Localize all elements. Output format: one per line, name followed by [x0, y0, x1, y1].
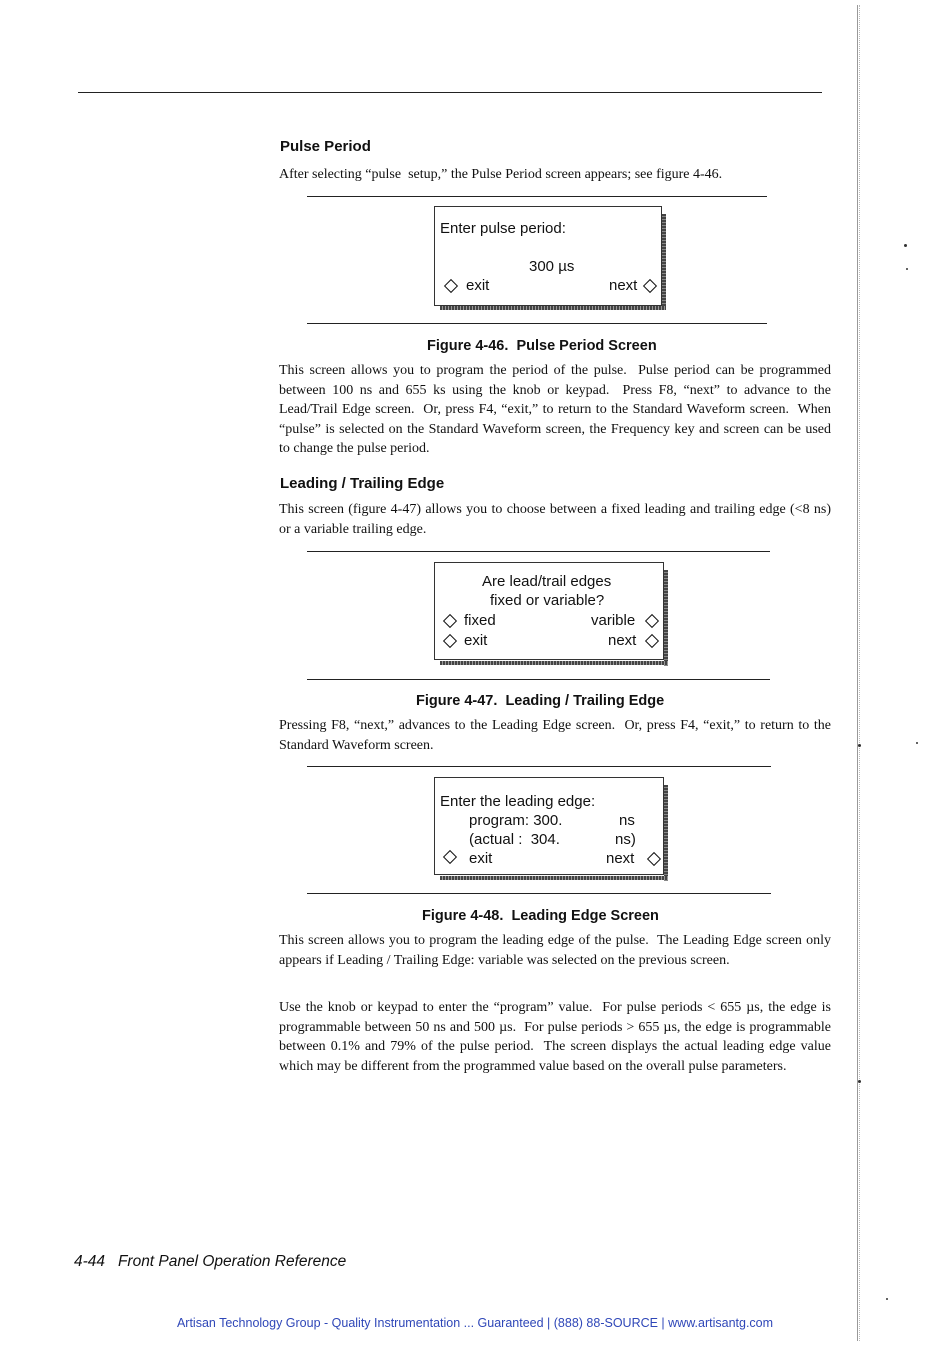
- figure-rule-bottom: [307, 679, 770, 680]
- top-rule: [78, 92, 822, 93]
- figure-caption-4-46: Figure 4-46. Pulse Period Screen: [427, 338, 657, 354]
- pulse-period-body: This screen allows you to program the period of the pulse. Pulse period can be programmed between 100 ns and 655 ks using the knob or keypad. Press F8, “next” to advance to the Lead/Trail Edge screen. Or, press F4, “exit,” to return to the Standard Waveform screen. When “pulse” is selected on the Standard Waveform screen, the Frequency key and screen can be used to change the pulse period.: [279, 363, 831, 456]
- leading-edge-body-1: This screen allows you to program the leading edge of the pulse. The Leading Edge screen only appears if Leading / Trailing Edge: variable was selected on the previous screen.: [279, 933, 831, 968]
- lcd-next-softkey: next: [608, 632, 637, 649]
- figure-caption-4-48: Figure 4-48. Leading Edge Screen: [422, 908, 659, 924]
- scan-speck: [886, 1298, 888, 1300]
- lcd-fixed-softkey: fixed: [464, 612, 496, 629]
- scan-speck: [916, 742, 918, 744]
- lcd-shadow: [664, 785, 668, 881]
- leading-edge-lcd-screen: [434, 777, 664, 875]
- lcd-next-softkey: next: [609, 277, 638, 294]
- lcd-shadow: [662, 214, 666, 310]
- lcd-actual-value: (actual : 304.: [469, 831, 560, 848]
- softkey-diamond-icon: [443, 634, 457, 648]
- lcd-shadow: [664, 570, 668, 666]
- lead-trail-intro: This screen (figure 4-47) allows you to choose between a fixed leading and trailing edge (<8 ns) or a variable trailing edge.: [279, 502, 831, 537]
- vendor-banner: Artisan Technology Group - Quality Instrumentation ... Guaranteed | (888) 88-SOURCE | www.artisantg.com: [176, 1316, 774, 1330]
- scan-speck: [906, 268, 908, 270]
- page-footer-label: 4-44 Front Panel Operation Reference: [74, 1253, 347, 1270]
- figure-rule-bottom: [307, 323, 767, 324]
- scan-speck: [858, 744, 861, 747]
- softkey-diamond-icon: [643, 279, 657, 293]
- softkey-diamond-icon: [443, 850, 457, 864]
- lcd-shadow: [440, 876, 668, 880]
- lcd-question-line1: Are lead/trail edges: [482, 573, 612, 590]
- lcd-shadow: [440, 306, 666, 310]
- figure-rule-top: [307, 196, 767, 197]
- lcd-exit-softkey: exit: [464, 632, 488, 649]
- section-heading-pulse-period: Pulse Period: [280, 138, 371, 155]
- scan-speck: [904, 244, 907, 247]
- section-heading-lead-trail: Leading / Trailing Edge: [280, 475, 445, 492]
- pulse-period-intro: After selecting “pulse setup,” the Pulse Period screen appears; see figure 4-46.: [279, 167, 723, 182]
- scan-speck: [858, 1080, 861, 1083]
- lcd-exit-softkey: exit: [466, 277, 490, 294]
- pulse-period-lcd-screen: [434, 206, 662, 306]
- page-edge-line: [857, 5, 858, 1341]
- figure-rule-top: [307, 766, 771, 767]
- lcd-shadow: [440, 661, 668, 665]
- softkey-diamond-icon: [443, 614, 457, 628]
- lcd-prompt: Enter pulse period:: [440, 220, 566, 237]
- softkey-diamond-icon: [645, 634, 659, 648]
- lcd-exit-softkey: exit: [469, 850, 493, 867]
- softkey-diamond-icon: [444, 279, 458, 293]
- lcd-program-value: program: 300.: [469, 812, 563, 829]
- lead-trail-body: Pressing F8, “next,” advances to the Leading Edge screen. Or, press F4, “exit,” to return to the Standard Waveform screen.: [279, 718, 831, 753]
- page-edge-line-dotted: [859, 5, 860, 1341]
- lcd-prompt: Enter the leading edge:: [440, 793, 596, 810]
- leading-edge-body-2: Use the knob or keypad to enter the “program” value. For pulse periods < 655 µs, the edge is programmable between 50 ns and 500 µs. For pulse periods > 655 µs, the edge is programmable between 0.1% and 79% of the pulse period. The screen displays the actual leading edge value which may be different from the programmed value based on the overall pulse parameters.: [279, 1000, 831, 1074]
- figure-caption-4-47: Figure 4-47. Leading / Trailing Edge: [416, 693, 665, 709]
- lead-trail-lcd-screen: [434, 562, 664, 660]
- lcd-actual-unit: ns): [615, 831, 636, 848]
- lcd-question-line2: fixed or variable?: [490, 592, 605, 609]
- figure-rule-bottom: [307, 893, 771, 894]
- lcd-period-value: 300 µs: [529, 258, 575, 275]
- lcd-program-unit: ns: [619, 812, 635, 829]
- lcd-next-softkey: next: [606, 850, 635, 867]
- figure-rule-top: [307, 551, 770, 552]
- softkey-diamond-icon: [647, 852, 661, 866]
- softkey-diamond-icon: [645, 614, 659, 628]
- lcd-variable-softkey: varible: [591, 612, 636, 629]
